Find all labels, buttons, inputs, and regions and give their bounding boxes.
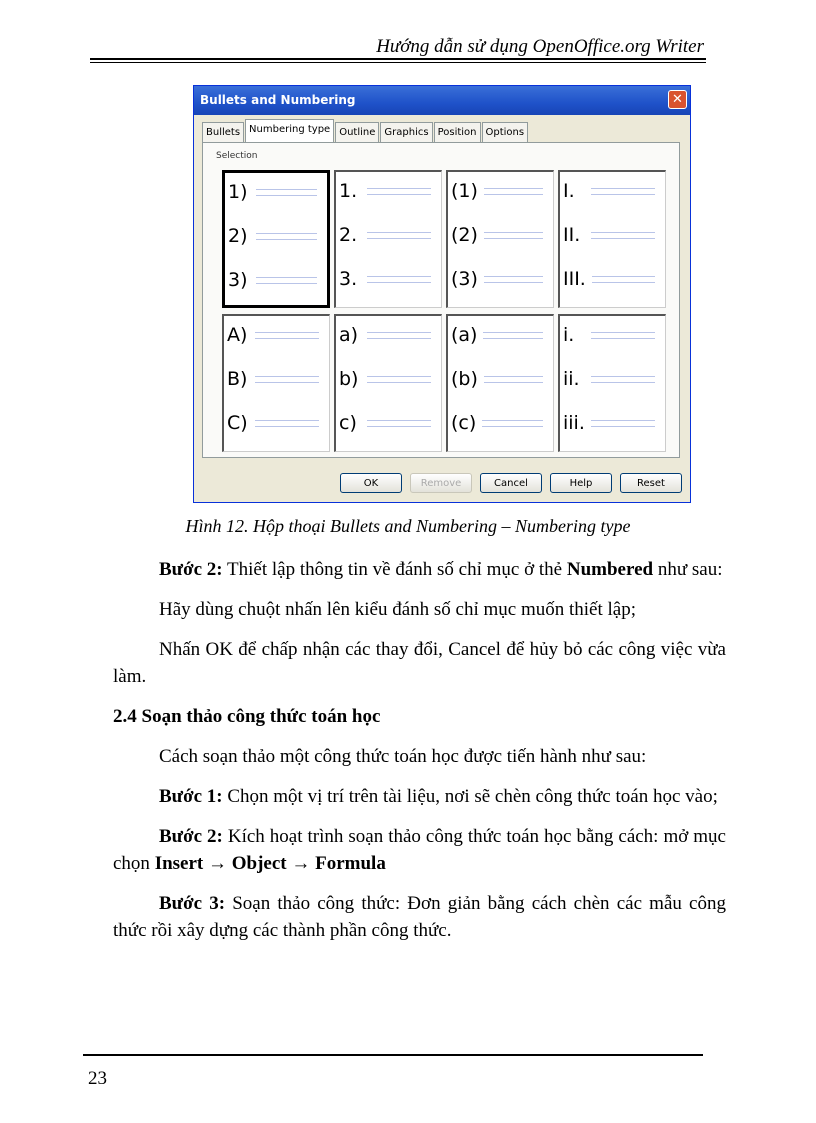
cancel-button[interactable]: Cancel — [480, 473, 542, 493]
paragraph: Hãy dùng chuột nhấn lên kiểu đánh số chỉ mục muốn thiết lập; — [159, 599, 637, 620]
ok-button[interactable]: OK — [340, 473, 402, 493]
numbering-option-1[interactable] — [222, 170, 330, 308]
option-label: i. — [563, 324, 575, 346]
option-label: a) — [339, 324, 359, 346]
selection-label: Selection — [216, 151, 258, 161]
text: như sau: — [653, 559, 723, 580]
option-label: C) — [227, 412, 248, 434]
tab-numbering-type[interactable] — [245, 119, 334, 142]
help-button[interactable]: Help — [550, 473, 612, 493]
text: Soạn thảo công thức: Đơn giản bằng cách chèn các mẫu công thức rồi xây dựng các thành phần công thức. — [113, 893, 726, 941]
paragraph — [113, 890, 726, 944]
text: Thiết lập thông tin về đánh số chỉ mục ở thẻ — [222, 559, 567, 580]
section-heading: 2.4 Soạn thảo công thức toán học — [113, 706, 381, 727]
option-label: (1) — [451, 180, 478, 202]
header-rule — [90, 58, 706, 63]
figure-caption: Hình 12. Hộp thoại Bullets and Numbering – Numbering type — [185, 516, 631, 536]
option-label: b) — [339, 368, 359, 390]
page-header-title: Hướng dẫn sử dụng OpenOffice.org Writer — [376, 36, 704, 57]
tab-options[interactable]: Options — [482, 122, 529, 142]
option-label: 3. — [339, 268, 358, 290]
tab-numbering-type-label: Numbering type — [249, 124, 331, 135]
option-label: iii. — [563, 412, 585, 434]
option-label: A) — [227, 324, 248, 346]
option-label: (a) — [451, 324, 478, 346]
numbering-option-3[interactable] — [446, 170, 554, 308]
page-number: 23 — [88, 1068, 107, 1089]
tab-bullets[interactable]: Bullets — [202, 122, 244, 142]
option-label: (b) — [451, 368, 478, 390]
option-label: I. — [563, 180, 575, 202]
option-label: 2) — [228, 225, 248, 247]
menu-path: Insert → Object → Formula — [154, 853, 386, 874]
step-label: Bước 3: — [159, 893, 226, 914]
numbering-option-2[interactable] — [334, 170, 442, 308]
text: Chọn một vị trí trên tài liệu, nơi sẽ chèn công thức toán học vào; — [222, 786, 718, 807]
option-label: c) — [339, 412, 357, 434]
footer-rule — [83, 1054, 703, 1056]
paragraph: Cách soạn thảo một công thức toán học được tiến hành như sau: — [159, 746, 647, 767]
paragraph — [113, 823, 726, 877]
numbering-option-6[interactable] — [334, 314, 442, 452]
dialog-titlebar — [194, 86, 690, 115]
remove-button: Remove — [410, 473, 472, 493]
option-label: III. — [563, 268, 586, 290]
numbering-selection-grid — [222, 170, 666, 452]
option-label: 2. — [339, 224, 358, 246]
option-label: 1) — [228, 181, 248, 203]
tab-position[interactable]: Position — [434, 122, 481, 142]
option-label: 1. — [339, 180, 358, 202]
paragraph — [113, 556, 726, 583]
numbering-option-7[interactable] — [446, 314, 554, 452]
paragraph — [113, 783, 726, 810]
tab-bar — [202, 122, 529, 142]
option-label: B) — [227, 368, 248, 390]
dialog-buttons — [340, 473, 682, 493]
close-icon[interactable]: ✕ — [668, 90, 687, 109]
option-label: II. — [563, 224, 581, 246]
numbering-option-5[interactable] — [222, 314, 330, 452]
option-label: ii. — [563, 368, 580, 390]
step-label: Bước 1: — [159, 786, 223, 807]
bullets-numbering-dialog — [193, 85, 691, 503]
option-label: 3) — [228, 269, 248, 291]
tab-graphics[interactable]: Graphics — [380, 122, 432, 142]
option-label: (2) — [451, 224, 478, 246]
reset-button[interactable]: Reset — [620, 473, 682, 493]
option-label: (3) — [451, 268, 478, 290]
step-label: Bước 2: — [159, 826, 223, 847]
dialog-title: Bullets and Numbering — [200, 93, 356, 107]
numbering-option-8[interactable] — [558, 314, 666, 452]
text: Kích hoạt trình soạn thảo công thức toán học bằng cách: mở mục chọn — [113, 826, 726, 874]
tab-outline[interactable]: Outline — [335, 122, 379, 142]
option-label: (c) — [451, 412, 477, 434]
tab-panel — [202, 142, 680, 458]
body-text — [113, 556, 726, 957]
step-label: Bước 2: — [159, 559, 223, 580]
numbering-option-4[interactable] — [558, 170, 666, 308]
tab-name: Numbered — [566, 559, 654, 580]
paragraph: Nhấn OK để chấp nhận các thay đổi, Cancel để hủy bỏ các công việc vừa làm. — [113, 639, 726, 687]
